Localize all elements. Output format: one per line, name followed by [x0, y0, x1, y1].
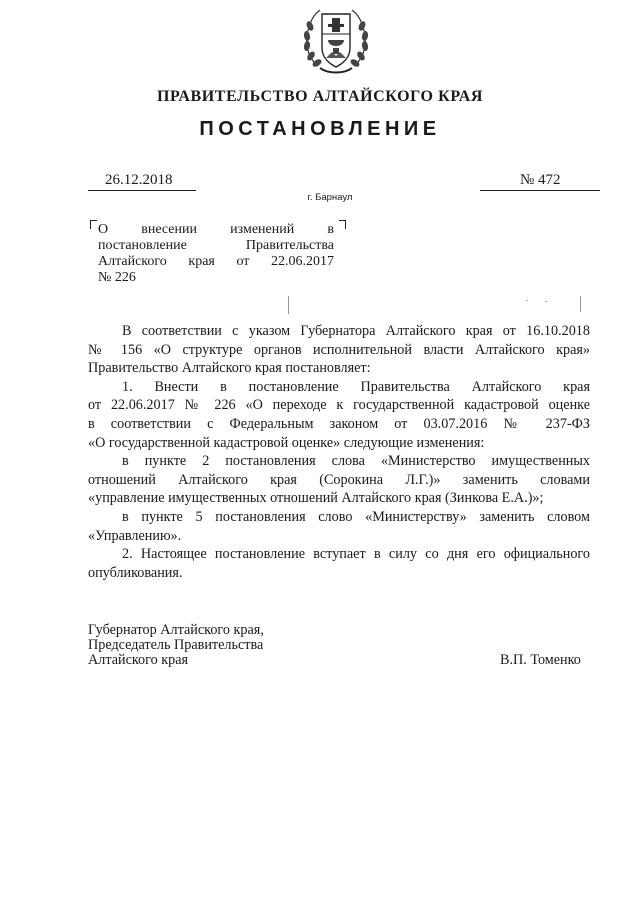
signer-position-line: Председатель Правительства — [88, 637, 264, 653]
subject-line: № 226 — [98, 270, 136, 285]
scan-artifact — [526, 300, 528, 301]
body-line: «О государственной кадастровой оценке» следующие изменения: — [88, 434, 485, 451]
body-line: 1. Внести в постановление Правительства Алтайского края — [122, 378, 590, 395]
body-line: в пункте 5 постановления слово «Министерству» заменить словом — [122, 508, 590, 525]
body-line: Правительство Алтайского края постановляет: — [88, 360, 371, 377]
body-line: 2. Настоящее постановление вступает в силу со дня его официального — [122, 546, 590, 563]
altai-krai-coat-of-arms-icon — [298, 4, 374, 78]
body-line: отношений Алтайского края (Сорокина Л.Г.)» заменить словами — [88, 471, 590, 488]
body-line: № 156 «О структуре органов исполнительной власти Алтайского края» — [88, 341, 590, 358]
body-line: «управление имущественных отношений Алтайского края (Зинкова Е.А.)»; — [88, 490, 544, 507]
body-line: «Управлению». — [88, 527, 182, 544]
scan-artifact — [288, 296, 289, 314]
scan-artifact — [580, 296, 581, 312]
body-line: опубликования. — [88, 564, 183, 581]
body-line: в соответствии с Федеральным законом от 03.07.2016 № 237-ФЗ — [88, 415, 590, 432]
document-subject — [98, 222, 334, 286]
subject-bracket-left — [90, 220, 97, 229]
signer-position-line: Губернатор Алтайского края, — [88, 622, 264, 638]
date-underline — [88, 190, 196, 191]
subject-line: О внесении изменений в — [98, 222, 334, 237]
government-title: ПРАВИТЕЛЬСТВО АЛТАЙСКОГО КРАЯ — [156, 88, 484, 105]
body-line: от 22.06.2017 № 226 «О переходе к государственной кадастровой оценке — [88, 397, 590, 414]
signer-name: В.П. Томенко — [500, 652, 581, 668]
scan-artifact — [545, 301, 547, 302]
document-date: 26.12.2018 — [105, 172, 173, 188]
document-type-title: ПОСТАНОВЛЕНИЕ — [199, 118, 441, 140]
body-line: В соответствии с указом Губернатора Алтайского края от 16.10.2018 — [122, 323, 590, 339]
document-number: № 472 — [520, 172, 561, 188]
signer-position-line: Алтайского края — [88, 652, 189, 668]
document-city: г. Барнаул — [307, 192, 353, 203]
body-line: в пункте 2 постановления слова «Министерство имущественных — [122, 453, 590, 470]
signer-position — [88, 623, 264, 668]
subject-line: Алтайского края от 22.06.2017 — [98, 254, 334, 269]
subject-line: постановление Правительства — [98, 238, 334, 253]
number-underline — [480, 190, 600, 191]
document-body — [88, 322, 590, 582]
subject-bracket-right — [339, 220, 346, 229]
